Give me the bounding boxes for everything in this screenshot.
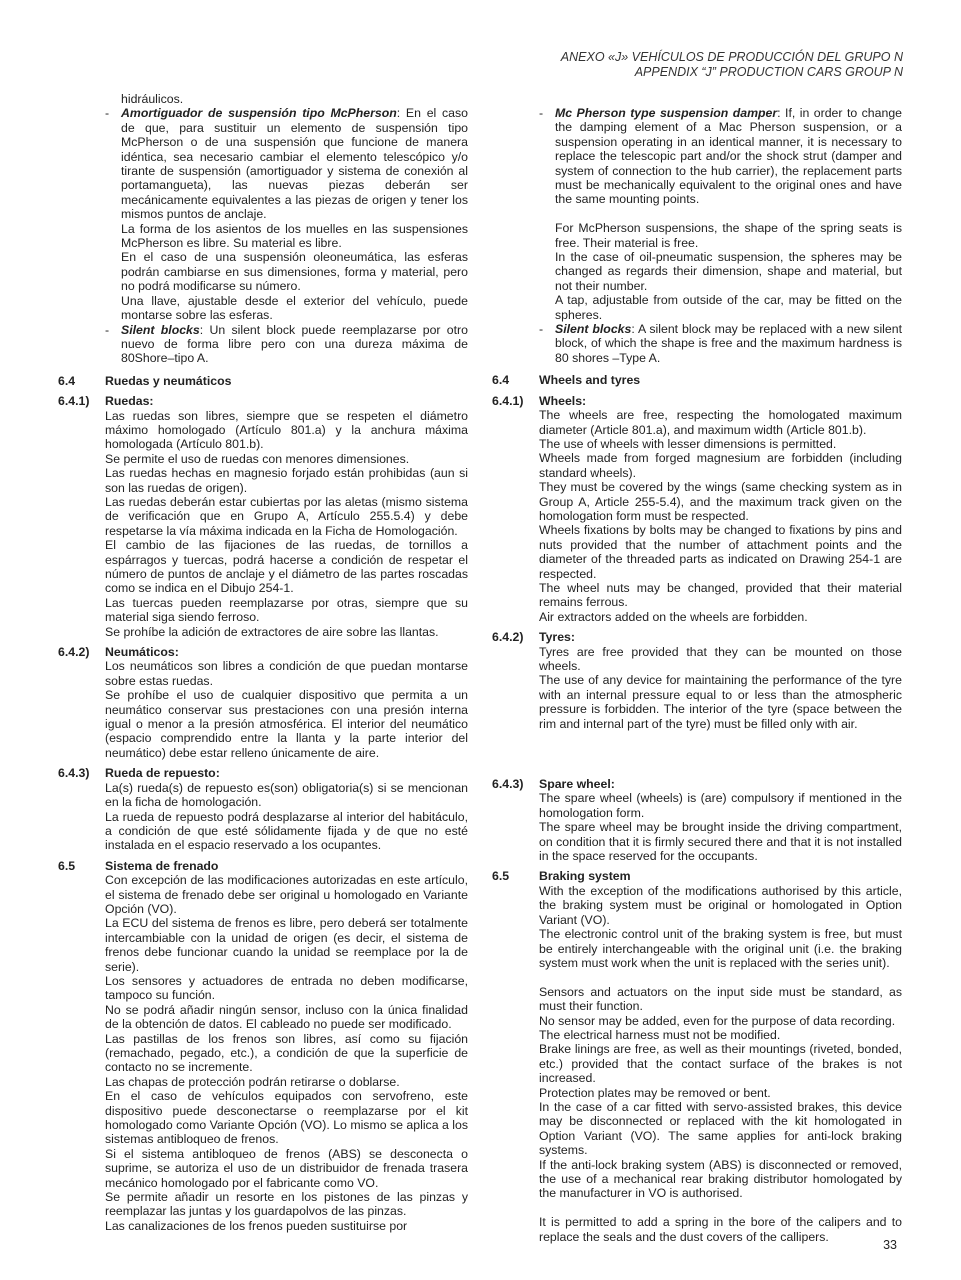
section-body-6-4-1	[539, 408, 902, 624]
section-body-6-5	[105, 873, 468, 1233]
section-heading-6-4-3	[58, 766, 468, 780]
section-body-6-4-2	[539, 645, 902, 731]
bullet-dash: -	[105, 106, 110, 121]
paragraph: A tap, adjustable from outside of the car, may be fitted on the spheres.	[555, 293, 902, 322]
section-body-6-4-3	[539, 791, 902, 863]
paragraph: In the case of oil-pneumatic suspension, the spheres may be changed as regards their dimension, shape and material, but not their number.	[555, 250, 902, 293]
section-heading-6-4	[492, 373, 902, 387]
paragraph: Las ruedas deberán estar cubiertas por las aletas (mismo sistema de verificación que en Grupo A, Artículo 255.5.4) y debe respetarse la vía máxima indicada en la Ficha de Homologación.	[105, 494, 468, 538]
section-number: 6.4	[492, 373, 510, 388]
section-title: Ruedas:	[105, 394, 154, 409]
section-heading-6-5	[492, 869, 902, 883]
paragraph: Se permite añadir un resorte en los pistones de las pinzas y reemplazar las juntas y los guardapolvos de las pinzas.	[105, 1190, 468, 1219]
bullet-title: Amortiguador de suspensión tipo McPherson	[121, 106, 397, 121]
paragraph: It is permitted to add a spring in the bore of the calipers and to replace the seals and the dust covers of the callipers.	[539, 1215, 902, 1244]
paragraph: For McPherson suspensions, the shape of the spring seats is free. Their material is free.	[555, 221, 902, 250]
section-title: Neumáticos:	[105, 645, 179, 660]
paragraph: Las chapas de protección podrán retirarse o doblarse.	[105, 1074, 400, 1089]
bullet-silent-blocks	[539, 322, 903, 365]
paragraph: El cambio de las fijaciones de las ruedas, de tornillos a espárragos y tuercas, podrá hacerse a condición de respetar el número de puntos de anclaje y el diámetro de las partes roscadas como se indica en el Dibujo 254-1.	[105, 538, 468, 596]
section-number: 6.5	[58, 858, 76, 873]
paragraph: Sensors and actuators on the input side must be standard, as must their function.	[539, 984, 902, 1014]
paragraph: Se permite el uso de ruedas con menores dimensiones.	[105, 451, 410, 466]
section-title: Ruedas y neumáticos	[105, 373, 232, 388]
section-body-6-4-2	[105, 659, 468, 760]
paragraph: The electronic control unit of the braking system is free, but must be entirely interchangeable with the original unit (i.e. the braking system must work when the unit is replaced with the series unit).	[539, 927, 902, 970]
paragraph: In the case of a car fitted with servo-assisted brakes, this device may be disconnected or replaced with the kit homologated in Option Variant (VO). The same applies for anti-lock braking systems.	[539, 1099, 902, 1158]
paragraph: Una llave, ajustable desde el exterior del vehículo, puede montarse sobre las esferas.	[121, 293, 468, 323]
paragraph: Se prohíbe el uso de cualquier dispositivo que permita a un neumático conservar sus prestaciones con una presión interna igual o menor a la presión atmosférica. El interior del neumático (espacio comprendido entre la llanta y la parte interior del neumático) debe estar relleno únicamente de aire.	[105, 688, 468, 760]
section-body-6-4-1	[105, 409, 468, 640]
paragraph: Tyres are free provided that they can be mounted on those wheels.	[539, 644, 902, 674]
section-number: 6.4.3)	[492, 777, 524, 792]
section-number: 6.4	[58, 373, 76, 388]
paragraph: No sensor may be added, even for the purpose of data recording.	[539, 1013, 896, 1028]
section-heading-6-4-2	[492, 630, 902, 644]
section-number: 6.5	[492, 869, 510, 884]
paragraph: La rueda de repuesto podrá desplazarse al interior del habitáculo, a condición de que esté sólidamente fijada y de que no esté instalada en el espacio reservado a los ocupantes.	[105, 809, 468, 853]
section-body-6-4-3	[105, 781, 468, 853]
section-number: 6.4.1)	[492, 393, 524, 408]
paragraph: Protection plates may be removed or bent.	[539, 1085, 771, 1100]
paragraph: En el caso de una suspensión oleoneumática, las esferas podrán cambiarse en sus dimensiones, forma y material, pero no podrá modificarse su número.	[121, 250, 468, 294]
paragraph: If the anti-lock braking system (ABS) is disconnected or removed, the use of a mechanical rear braking distributor homologated by the manufacturer in VO is authorised.	[539, 1157, 902, 1201]
bullet-title: Mc Pherson type suspension damper	[555, 106, 778, 120]
paragraph: Las pastillas de los frenos son libres, así como su fijación (remachado, pegado, etc.), a condición de que la superficie de contacto no se incremente.	[105, 1031, 468, 1075]
section-title: Spare wheel:	[539, 777, 615, 792]
paragraph: The spare wheel may be brought inside the driving compartment, on condition that it is firmly secured there and that it is not installed in the space reserved for the occupants.	[539, 820, 902, 864]
paragraph: The wheel nuts may be changed, provided that their material remains ferrous.	[539, 580, 902, 610]
section-heading-6-5	[58, 859, 468, 873]
paragraph: Los neumáticos son libres a condición de que puedan montarse sobre estas ruedas.	[105, 659, 468, 688]
bullet-text: : En el caso de que, para sustituir un elemento de suspensión tipo McPherson o de una suspensión que funcione de manera idéntica, sea necesario cambiar el elemento telescópico y/o tirante de suspensión (amortiguador y sistema de conexión al portamangueta), las nuevas piezas deberán ser mecánicamente equivalentes a las piezas de origen y tener los mismos puntos de anclaje.	[121, 106, 468, 222]
paragraph: Wheels fixations by bolts may be changed to fixations by pins and nuts provided that the number of attachment points and the diameter of the threaded parts as indicated on Drawing 254-1 are respected.	[539, 523, 902, 581]
paragraph: The electrical harness must not be modified.	[539, 1027, 781, 1042]
paragraph: Las canalizaciones de los frenos pueden sustituirse por	[105, 1218, 408, 1233]
spanish-column	[58, 92, 468, 1233]
paragraph: Los sensores y actuadores de entrada no deben modificarse, tampoco su función.	[105, 973, 468, 1003]
paragraph: Las tuercas pueden reemplazarse por otras, siempre que su material siga siendo ferroso.	[105, 595, 468, 625]
bullet-text: : A silent block may be replaced with a new silent block, of which the shape is free and the maximum hardness is 80 shores –Type A.	[555, 322, 903, 365]
paragraph: Con excepción de las modificaciones autorizadas en este artículo, el sistema de frenado debe ser original u homologado en Variante Opción (VO).	[105, 873, 468, 916]
header-english: APPENDIX “J” PRODUCTION CARS GROUP N	[634, 65, 903, 79]
section-title: Wheels:	[539, 393, 587, 408]
section-title: Sistema de frenado	[105, 858, 219, 873]
paragraph: La ECU del sistema de frenos es libre, pero deberá ser totalmente intercambiable con la unidad de origen (es decir, el sistema de frenos debe funcionar cuando la unidad se reemplace por la de serie).	[105, 916, 468, 974]
paragraph: No se podrá añadir ningún sensor, incluso con la única finalidad de la obtención de datos. El cableado no puede ser modificado.	[105, 1002, 468, 1032]
english-column	[492, 92, 902, 1244]
page-header	[561, 50, 903, 80]
page-number: 33	[883, 1238, 897, 1252]
paragraph: The wheels are free, respecting the homologated maximum diameter (Article 801.a), and maximum width (Article 801.b).	[539, 408, 902, 437]
bullet-text: : Un silent block puede reemplazarse por otro nuevo de forma libre pero con una dureza máxima de 80Shore–tipo A.	[121, 322, 468, 366]
header-spanish: ANEXO «J» VEHÍCULOS DE PRODUCCIÓN DEL GRUPO N	[560, 50, 903, 64]
paragraph: La(s) rueda(s) de repuesto es(son) obligatoria(s) si se mencionan en la ficha de homologación.	[105, 780, 468, 810]
paragraph: Air extractors added on the wheels are forbidden.	[539, 609, 808, 624]
paragraph: Se prohíbe la adición de extractores de aire sobre las llantas.	[105, 624, 439, 639]
paragraph: With the exception of the modifications authorised by this article, the braking system must be original or homologated in Option Variant (VO).	[539, 883, 902, 927]
bullet-mcpherson	[539, 106, 902, 322]
section-number: 6.4.2)	[58, 645, 90, 660]
bullet-dash: -	[539, 106, 544, 120]
paragraph: The use of wheels with lesser dimensions is permitted.	[539, 436, 837, 451]
section-number: 6.4.1)	[58, 394, 90, 409]
paragraph: The use of any device for maintaining the performance of the tyre with an internal pressure equal to or less than the atmospheric pressure is forbidden. The interior of the tyre (space between the rim and internal part of the tyre) must be filled only with air.	[539, 673, 902, 731]
paragraph: La forma de los asientos de los muelles en las suspensiones McPherson es libre. Su material es libre.	[121, 221, 468, 251]
section-body-6-5	[539, 884, 902, 1244]
section-title: Tyres:	[539, 630, 575, 645]
paragraph: Las ruedas hechas en magnesio forjado están prohibidas (aun si son las ruedas de origen).	[105, 466, 468, 495]
section-heading-6-4-1	[58, 394, 468, 408]
section-number: 6.4.3)	[58, 766, 90, 781]
section-heading-6-4	[58, 374, 468, 388]
paragraph: They must be covered by the wings (same checking system as in Group A, Article 255-5.4), and the maximum track given on the homologation form must be respected.	[539, 480, 902, 523]
bullet-title: Silent blocks	[555, 322, 632, 337]
paragraph: En el caso de vehículos equipados con servofreno, este dispositivo puede desconectarse o reemplazarse por el kit homologado como Variante Opción (VO). Lo mismo se aplica a los sistemas antibloqueo de frenos.	[105, 1089, 468, 1147]
section-number: 6.4.2)	[492, 630, 524, 645]
paragraph: Wheels made from forged magnesium are forbidden (including standard wheels).	[539, 451, 902, 480]
paragraph: Si el sistema antibloqueo de frenos (ABS) se desconecta o suprime, se autoriza el uso de un distribuidor de frenada trasera mecánico homologado por el fabricante como VO.	[105, 1146, 468, 1190]
paragraph: Brake linings are free, as well as their mountings (riveted, bonded, etc.) provided that the contact surface of the brakes is not increased.	[539, 1042, 902, 1086]
section-title: Braking system	[539, 869, 631, 884]
bullet-mcpherson	[105, 106, 468, 323]
paragraph: The spare wheel (wheels) is (are) compulsory if mentioned in the homologation form.	[539, 791, 902, 820]
section-title: Rueda de repuesto:	[105, 766, 220, 781]
bullet-title: Silent blocks	[121, 322, 200, 337]
section-heading-6-4-2	[58, 645, 468, 659]
bullet-text: : If, in order to change the damping element of a Mac Pherson suspension, or a suspension operating in an identical manner, it is necessary to replace the telescopic part and/or the shock strut (damper and system of connection to the hub carrier), the replacement parts must be mechanically equivalent to the original ones and have the same mounting points.	[555, 106, 902, 207]
bullet-dash: -	[105, 322, 110, 337]
section-title: Wheels and tyres	[539, 373, 641, 388]
continued-text: hidráulicos.	[121, 92, 184, 106]
section-heading-6-4-3	[492, 777, 902, 791]
bullet-silent-blocks	[105, 322, 468, 366]
paragraph: Las ruedas son libres, siempre que se respeten el diámetro máximo homologado (Artículo 801.a) y la anchura máxima homologada (Artículo 801.b).	[105, 408, 468, 452]
section-heading-6-4-1	[492, 394, 902, 408]
bullet-dash: -	[539, 322, 544, 337]
